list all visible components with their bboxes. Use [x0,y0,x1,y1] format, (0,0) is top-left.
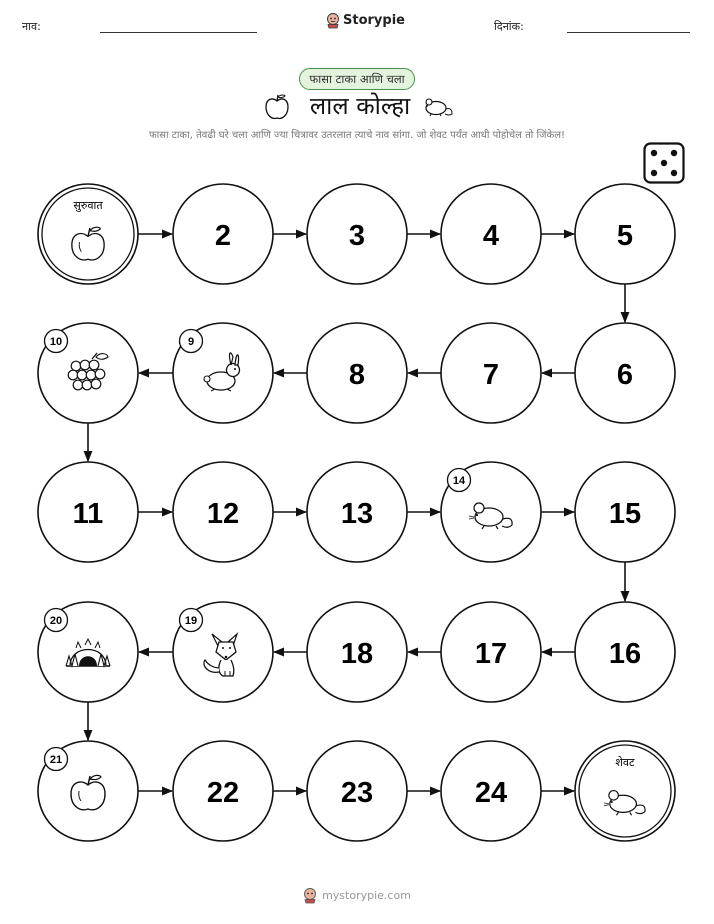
space-number: 19 [184,615,198,627]
date-label: दिनांक: [494,20,524,33]
space-number: 12 [206,498,240,530]
start-label: सुरुवात [73,199,103,212]
space-number: 3 [348,220,366,252]
space-number: 14 [452,475,466,487]
board-space-start[interactable] [38,184,138,284]
board-space-13[interactable] [307,462,407,562]
space-number: 17 [474,638,508,670]
board-space-24[interactable] [441,741,541,841]
board-space-2[interactable] [173,184,273,284]
board-space-end[interactable] [575,741,675,841]
game-type-badge: फासा टाका आणि चला [299,68,415,90]
instructions-text: फासा टाका, तेवढी घरे चला आणि ज्या चित्रावर उतरलात त्याचे नाव सांगा. जो शेवट पर्यंत आधी पोहोचेल तो जिंकेल! [148,130,566,141]
board-space-12[interactable] [173,462,273,562]
space-number: 20 [49,615,63,627]
board-space-9[interactable] [173,323,273,423]
board-space-20[interactable] [38,602,138,702]
footer-url[interactable]: mystorypie.com [322,889,411,902]
space-number: 10 [49,336,63,348]
end-label: शेवट [615,756,635,769]
board-space-7[interactable] [441,323,541,423]
space-number: 22 [206,777,240,809]
space-number: 4 [482,220,500,252]
space-number: 7 [482,359,500,391]
space-number: 21 [49,754,63,766]
space-number: 13 [340,498,374,530]
brand-name: Storypie [343,13,405,28]
board-space-22[interactable] [173,741,273,841]
board-space-6[interactable] [575,323,675,423]
board-space-15[interactable] [575,462,675,562]
board-space-18[interactable] [307,602,407,702]
board-space-23[interactable] [307,741,407,841]
name-label: नाव: [22,20,41,33]
space-number: 2 [214,220,232,252]
space-number: 24 [474,777,508,809]
board-space-14[interactable] [441,462,541,562]
space-number: 5 [616,220,634,252]
space-number: 18 [340,638,374,670]
space-number: 9 [187,336,195,348]
storypie-mascot-icon [303,887,317,904]
board-space-3[interactable] [307,184,407,284]
board-space-10[interactable] [38,323,138,423]
space-number: 8 [348,359,366,391]
board-space-5[interactable] [575,184,675,284]
board-space-21[interactable] [38,741,138,841]
footer [0,887,714,904]
space-number: 16 [608,638,642,670]
board-space-16[interactable] [575,602,675,702]
board-space-8[interactable] [307,323,407,423]
space-number: 23 [340,777,374,809]
board-space-19[interactable] [173,602,273,702]
board-space-17[interactable] [441,602,541,702]
space-number: 15 [608,498,642,530]
board-space-11[interactable] [38,462,138,562]
space-number: 11 [72,498,104,530]
page-title: लाल कोल्हा [309,92,411,120]
board-space-4[interactable] [441,184,541,284]
space-number: 6 [616,359,634,391]
